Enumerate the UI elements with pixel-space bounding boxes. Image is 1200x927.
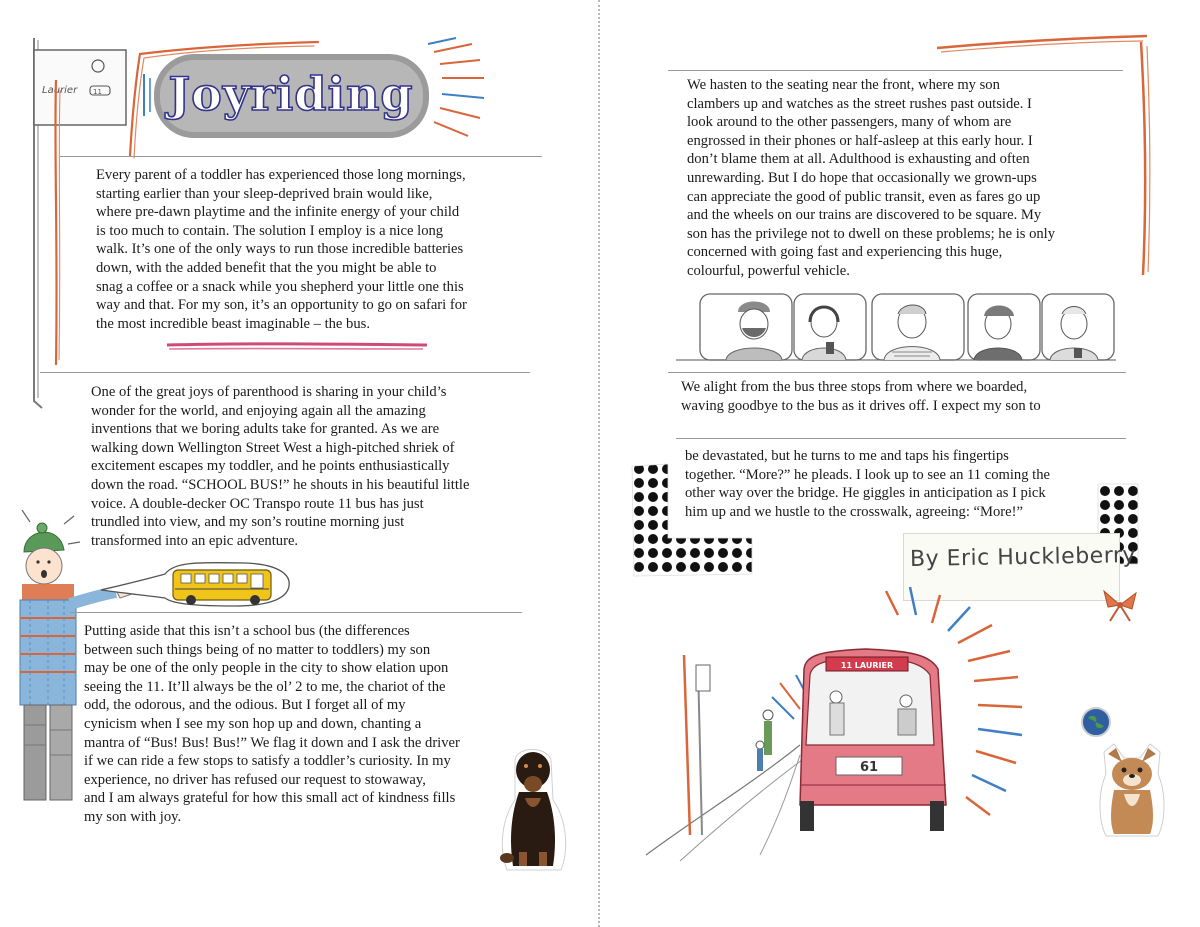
text-line: other way over the bridge. He giggles in anticipation as I pick [685, 485, 1046, 502]
right-paragraph-2 [681, 378, 1041, 415]
text-line: wonder for the world, and enjoying again all the amazing [91, 402, 426, 419]
text-line: starting earlier than your sleep-deprived brain would like, [96, 185, 433, 202]
text-line: may be one of the only people in the city to show elation upon [84, 660, 449, 677]
page-gutter [598, 0, 600, 927]
text-line: excitement escapes my toddler, and he points enthusiastically [91, 458, 450, 475]
text-line: inventions that we boring adults take for granted. As we are [91, 421, 440, 438]
text-line: cynicism when I see my son hop up and down, chanting a [84, 715, 422, 732]
text-line: engrossed in their phones or half-asleep at this early hour. I [687, 132, 1033, 149]
text-line: trundled into view, and my son’s routine morning just [91, 514, 405, 531]
globe-sticker [1080, 706, 1112, 738]
text-line: don’t blame them at all. Adulthood is exhausting and often [687, 151, 1030, 168]
text-line: We hasten to the seating near the front, where my son [687, 77, 1000, 93]
left-paragraph-1 [96, 166, 467, 333]
text-line: walk. It’s one of the only ways to run those incredible batteries [96, 241, 464, 258]
title-doodle [128, 38, 488, 163]
bus-passengers-illustration [676, 290, 1121, 370]
text-line: Every parent of a toddler has experienced those long mornings, [96, 167, 466, 183]
rottweiler-sticker [495, 740, 575, 875]
bus-route-number: 61 [859, 760, 879, 775]
text-line: is too much to contain. The solution I employ is a nice long [96, 222, 444, 239]
text-line: the most incredible beast imaginable – the bus. [96, 315, 370, 332]
french-bulldog-sticker [1094, 740, 1170, 840]
text-line: colourful, powerful vehicle. [687, 262, 850, 279]
text-line: experience, no driver has refused our request to stowaway, [84, 771, 426, 788]
bus-stop-street-label: Laurier [42, 85, 78, 96]
text-line: if we can ride a few stops to satisfy a toddler’s curiosity. In my [84, 753, 451, 770]
text-line: where pre-dawn playtime and the infinite energy of your child [96, 204, 460, 221]
text-line: between such things being of no matter to toddlers) my son [84, 641, 431, 658]
bus-stop-route-label: 11 [93, 88, 102, 96]
speech-bubble-school-bus [95, 560, 295, 610]
text-line: odd, the odorous, and the odious. But I forget all of my [84, 697, 406, 714]
text-line: him up and we hustle to the crosswalk, agreeing: “More!” [685, 503, 1023, 520]
left-paragraph-2 [91, 383, 469, 550]
text-line: seeing the 11. It’ll always be the ol’ 2 to me, the chariot of the [84, 678, 446, 695]
text-line: We alight from the bus three stops from where we boarded, [681, 379, 1028, 395]
right-paragraph-3-top-rule [676, 438, 1126, 439]
right-paragraph-1-top-rule [668, 70, 1123, 71]
text-line: down, with the added benefit that the you might be able to [96, 259, 437, 276]
left-paragraph-3 [84, 622, 460, 827]
text-line: concerned with going fast and experiencing this huge, [687, 244, 1003, 261]
pink-underline-crayon [165, 340, 430, 354]
right-paragraph-2-top-rule [668, 372, 1126, 373]
byline: By Eric Huckleberry [909, 543, 1137, 572]
text-line: waving goodbye to the bus as it drives off. I expect my son to [681, 397, 1041, 414]
text-line: unrewarding. But I do hope that occasionally we grown-ups [687, 169, 1037, 186]
byline-ribbon-bow [1100, 585, 1140, 625]
paragraph-2-top-rule [40, 372, 530, 373]
text-line: look around to the other passengers, many of whom are [687, 114, 1012, 131]
paragraph-1-top-rule [60, 156, 542, 157]
text-line: and the wheels on our trains are discovered to be square. My [687, 207, 1042, 224]
page-title: Joyriding [168, 67, 414, 121]
paragraph-3-top-rule [70, 612, 522, 613]
paragraph-1-side-crayon [48, 80, 68, 370]
text-line: down the road. “SCHOOL BUS!” he shouts in his beautiful little [91, 476, 470, 493]
text-line: way and that. For my son, it’s an opportunity to go on safari for [96, 297, 467, 314]
text-line: Putting aside that this isn’t a school bus (the differences [84, 623, 410, 639]
text-line: and I am always grateful for how this small act of kindness fills [84, 790, 456, 807]
text-line: can appreciate the good of public transit, even as fares go up [687, 188, 1041, 205]
text-line: mantra of “Bus! Bus! Bus!” We flag it down and I ask the driver [84, 734, 460, 751]
text-line: be devastated, but he turns to me and taps his fingertips [685, 448, 1009, 464]
red-bus-illustration [640, 585, 1060, 865]
text-line: together. “More?” he pleads. I look up to see an 11 coming the [685, 466, 1050, 483]
text-line: voice. A double-decker OC Transpo route 11 bus has just [91, 495, 424, 512]
text-line: clambers up and watches as the street rushes past outside. I [687, 95, 1032, 112]
text-line: transformed into an epic adventure. [91, 532, 299, 549]
bus-destination-sign: 11 LAURIER [840, 661, 894, 670]
text-line: walking down Wellington Street West a high-pitched shriek of [91, 439, 455, 456]
right-paragraph-3 [685, 447, 1050, 521]
text-line: my son with joy. [84, 808, 182, 825]
text-line: One of the great joys of parenthood is sharing in your child’s [91, 384, 447, 400]
right-paragraph-1 [687, 76, 1055, 281]
text-line: son has the privilege not to dwell on these problems; he is only [687, 225, 1056, 242]
text-line: snag a coffee or a snack while you shepherd your little one this [96, 278, 464, 295]
